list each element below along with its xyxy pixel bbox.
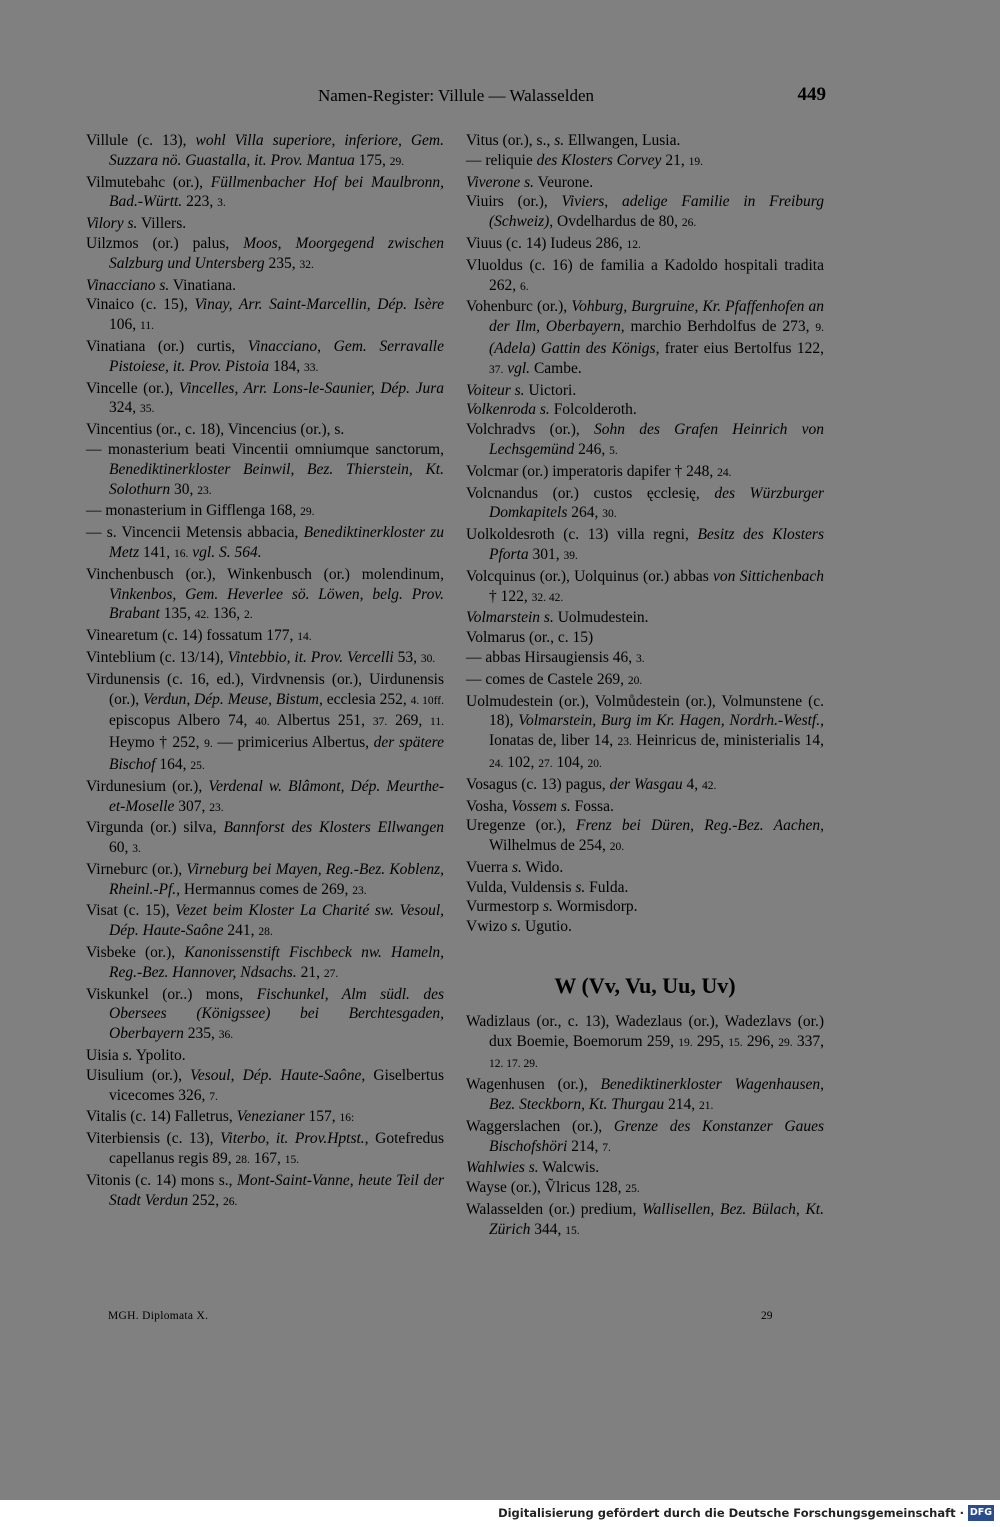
index-entry: Vuerra s. Wido. bbox=[466, 858, 564, 876]
index-entry: Volcquinus (or.), Uolquinus (or.) abbas von Sittichenbach † 122, 32. 42. bbox=[466, 567, 824, 605]
index-entry: Vinchenbusch (or.), Winkenbusch (or.) molendinum, Vinkenbos, Gem. Heverlee sö. Löwen, belg. Prov. Brabant 135, 42. 136, 2. bbox=[86, 565, 444, 623]
index-entry: Viskunkel (or..) mons, Fischunkel, Alm südl. des Obersees (Königssee) bei Berchtesgaden, Oberbayern 235, 36. bbox=[86, 985, 444, 1043]
index-entry: Vinearetum (c. 14) fossatum 177, 14. bbox=[86, 627, 312, 645]
index-entry: Walasselden (or.) predium, Wallisellen, Bez. Bülach, Kt. Zürich 344, 15. bbox=[466, 1201, 824, 1238]
index-entry: Vosha, Vossem s. Fossa. bbox=[466, 797, 614, 815]
index-entry: Uisulium (or.), Vesoul, Dép. Haute-Saône, Giselbertus vicecomes 326, 7. bbox=[86, 1066, 444, 1104]
footer-signature: 29 bbox=[761, 1310, 773, 1322]
index-entry: Volmarstein s. Uolmudestein. bbox=[466, 609, 649, 627]
index-entry: Virgunda (or.) silva, Bannforst des Klosters Ellwangen 60, 3. bbox=[86, 819, 444, 857]
index-entry: Visbeke (or.), Kanonissenstift Fischbeck nw. Hameln, Reg.-Bez. Hannover, Ndsachs. 21, 27. bbox=[86, 944, 444, 981]
index-entry: Volcnandus (or.) custos ęcclesię, des Würzburger Domkapitels 264, 30. bbox=[466, 484, 824, 522]
index-entry: Vinacciano s. Vinatiana. bbox=[86, 276, 237, 294]
page-number: 449 bbox=[797, 84, 826, 105]
index-entry: Viterbiensis (c. 13), Viterbo, it. Prov.Hptst., Gotefredus capellanus regis 89, 28. 167, 15. bbox=[86, 1130, 444, 1168]
index-entry: Vosagus (c. 13) pagus, der Wasgau 4, 42. bbox=[466, 775, 717, 793]
right-column bbox=[466, 131, 824, 1242]
index-entry: Volkenroda s. Folcolderoth. bbox=[466, 401, 637, 419]
index-entry: Wayse (or.), Ṽlricus 128, 25. bbox=[466, 1179, 640, 1197]
index-entry: Vinteblium (c. 13/14), Vintebbio, it. Prov. Vercelli 53, 30. bbox=[86, 648, 436, 666]
index-entry: Visat (c. 15), Vezet beim Kloster La Charité sw. Vesoul, Dép. Haute-Saône 241, 28. bbox=[86, 902, 444, 940]
index-entry: Uilzmos (or.) palus, Moos, Moorgegend zwischen Salzburg und Untersberg 235, 32. bbox=[86, 234, 444, 272]
index-entry: Vulda, Vuldensis s. Fulda. bbox=[466, 878, 629, 896]
index-entry: — abbas Hirsaugiensis 46, 3. bbox=[466, 648, 645, 666]
index-entry: Viuus (c. 14) Iudeus 286, 12. bbox=[466, 234, 641, 252]
index-entry: — reliquie des Klosters Corvey 21, 19. bbox=[466, 151, 703, 169]
index-entry: Vurmestorp s. Wormisdorp. bbox=[466, 898, 638, 916]
right-column-w-entries bbox=[466, 1012, 824, 1242]
index-entry: Volchradvs (or.), Sohn des Grafen Heinrich von Lechsgemünd 246, 5. bbox=[466, 421, 824, 458]
dfg-logo-icon: DFG bbox=[968, 1505, 994, 1521]
index-entry: Vinaico (c. 15), Vinay, Arr. Saint-Marcellin, Dép. Isère 106, 11. bbox=[86, 296, 444, 334]
index-entry: Volmarus (or., c. 15) bbox=[466, 629, 594, 647]
index-entry: Wagenhusen (or.), Benediktinerkloster Wagenhausen, Bez. Steckborn, Kt. Thurgau 214, 21. bbox=[466, 1076, 824, 1114]
left-column bbox=[86, 131, 444, 1212]
index-entry: Vilory s. Villers. bbox=[86, 215, 187, 233]
index-entry: Villule (c. 13), wohl Villa superiore, inferiore, Gem. Suzzara nö. Guastalla, it. Prov. Mantua 175, 29. bbox=[86, 132, 444, 169]
running-title: Namen-Register: Villule — Walasselden bbox=[317, 86, 594, 105]
index-entry: Vincelle (or.), Vincelles, Arr. Lons-le-Saunier, Dép. Jura 324, 35. bbox=[86, 379, 445, 417]
right-column-entries bbox=[466, 131, 824, 937]
index-entry: Vluoldus (c. 16) de familia a Kadoldo hospitali tradita 262, 6. bbox=[466, 256, 824, 294]
index-entry: Wahlwies s. Walcwis. bbox=[466, 1159, 600, 1177]
index-entry: Volcmar (or.) imperatoris dapifer † 248, 24. bbox=[466, 462, 732, 480]
index-entry: Viverone s. Veurone. bbox=[466, 173, 594, 191]
index-entry: — comes de Castele 269, 20. bbox=[466, 670, 643, 688]
index-entry: Virdunesium (or.), Verdenal w. Blâmont, Dép. Meurthe-et-Moselle 307, 23. bbox=[86, 777, 444, 815]
section-heading: W (Vv, Vu, Uu, Uv) bbox=[554, 973, 736, 999]
index-entry: Uolmudestein (or.), Volmůdestein (or.), Volmunstene (c. 18), Volmarstein, Burg im Kr. Hagen, Nordrh.-Westf., Ionatas de, liber 14, 23. Heinricus de, ministerialis 14, 24. 102, 27. 104, 20. bbox=[466, 692, 824, 771]
index-entry: Wadizlaus (or., c. 13), Wadezlaus (or.), Wadezlavs (or.) dux Boemie, Boemorum 259, 19. 295, 15. 296, 29. 337, 12. 17. 29. bbox=[466, 1012, 825, 1071]
footer-volume: MGH. Diplomata X. bbox=[108, 1310, 209, 1322]
index-entry: Vitus (or.), s., s. Ellwangen, Lusia. bbox=[466, 132, 681, 149]
index-entry: Uisia s. Ypolito. bbox=[86, 1047, 186, 1065]
index-entry: Vohenburc (or.), Vohburg, Burgruine, Kr. Pfaffenhofen an der Ilm, Oberbayern, marchio Berhdolfus de 273, 9. (Adela) Gattin des Königs, frater eius Bertolfus 122, 37. vgl. Cambe. bbox=[466, 298, 824, 377]
index-entry: Vwizo s. Ugutio. bbox=[466, 918, 572, 936]
index-entry: Vinatiana (or.) curtis, Vinacciano, Gem. Serravalle Pistoiese, it. Prov. Pistoia 184, 33. bbox=[86, 337, 444, 375]
index-entry: Vincentius (or., c. 18), Vincencius (or.), s. bbox=[86, 421, 345, 439]
index-entry: Viuirs (or.), Viviers, adelige Familie in Freiburg (Schweiz), Ovdelhardus de 80, 26. bbox=[466, 193, 825, 231]
index-entry: Uregenze (or.), Frenz bei Düren, Reg.-Bez. Aachen, Wilhelmus de 254, 20. bbox=[466, 817, 824, 855]
index-entry: — monasterium in Gifflenga 168, 29. bbox=[86, 502, 315, 520]
index-entry: Vilmutebahc (or.), Füllmenbacher Hof bei Maulbronn, Bad.-Württ. 223, 3. bbox=[86, 173, 444, 211]
page-header bbox=[86, 84, 826, 110]
index-entry: Virdunensis (c. 16, ed.), Virdvnensis (or.), Uirdunensis (or.), Verdun, Dép. Meuse, Bistum, ecclesia 252, 4. 10ff. episcopus Albero 74, 40. Albertus 251, 37. 269, 11. Heymo † 252, 9. — primicerius Albertus, der spätere Bischof 164, 25. bbox=[86, 670, 445, 773]
index-entry: Vitalis (c. 14) Falletrus, Venezianer 157, 16: bbox=[86, 1108, 355, 1126]
index-entry: Vitonis (c. 14) mons s., Mont-Saint-Vanne, heute Teil der Stadt Verdun 252, 26. bbox=[86, 1171, 444, 1209]
index-entry: — monasterium beati Vincentii omniumque sanctorum, Benediktinerkloster Beinwil, Bez. Thierstein, Kt. Solothurn 30, 23. bbox=[86, 440, 444, 498]
index-entry: Voiteur s. Uictori. bbox=[466, 381, 577, 399]
dfg-notice-text: Digitalisierung gefördert durch die Deutsche Forschungsgemeinschaft · bbox=[498, 1506, 964, 1520]
dfg-funding-strip bbox=[0, 1500, 1000, 1527]
index-entry: Waggerslachen (or.), Grenze des Konstanzer Gaues Bischofshöri 214, 7. bbox=[466, 1117, 824, 1155]
index-entry: Virneburc (or.), Virneburg bei Mayen, Reg.-Bez. Koblenz, Rheinl.-Pf., Hermannus comes de 269, 23. bbox=[86, 860, 445, 898]
index-entry: — s. Vincencii Metensis abbacia, Benediktinerkloster zu Metz 141, 16. vgl. S. 564. bbox=[86, 524, 444, 561]
index-entry: Uolkoldesroth (c. 13) villa regni, Besitz des Klosters Pforta 301, 39. bbox=[466, 526, 824, 563]
